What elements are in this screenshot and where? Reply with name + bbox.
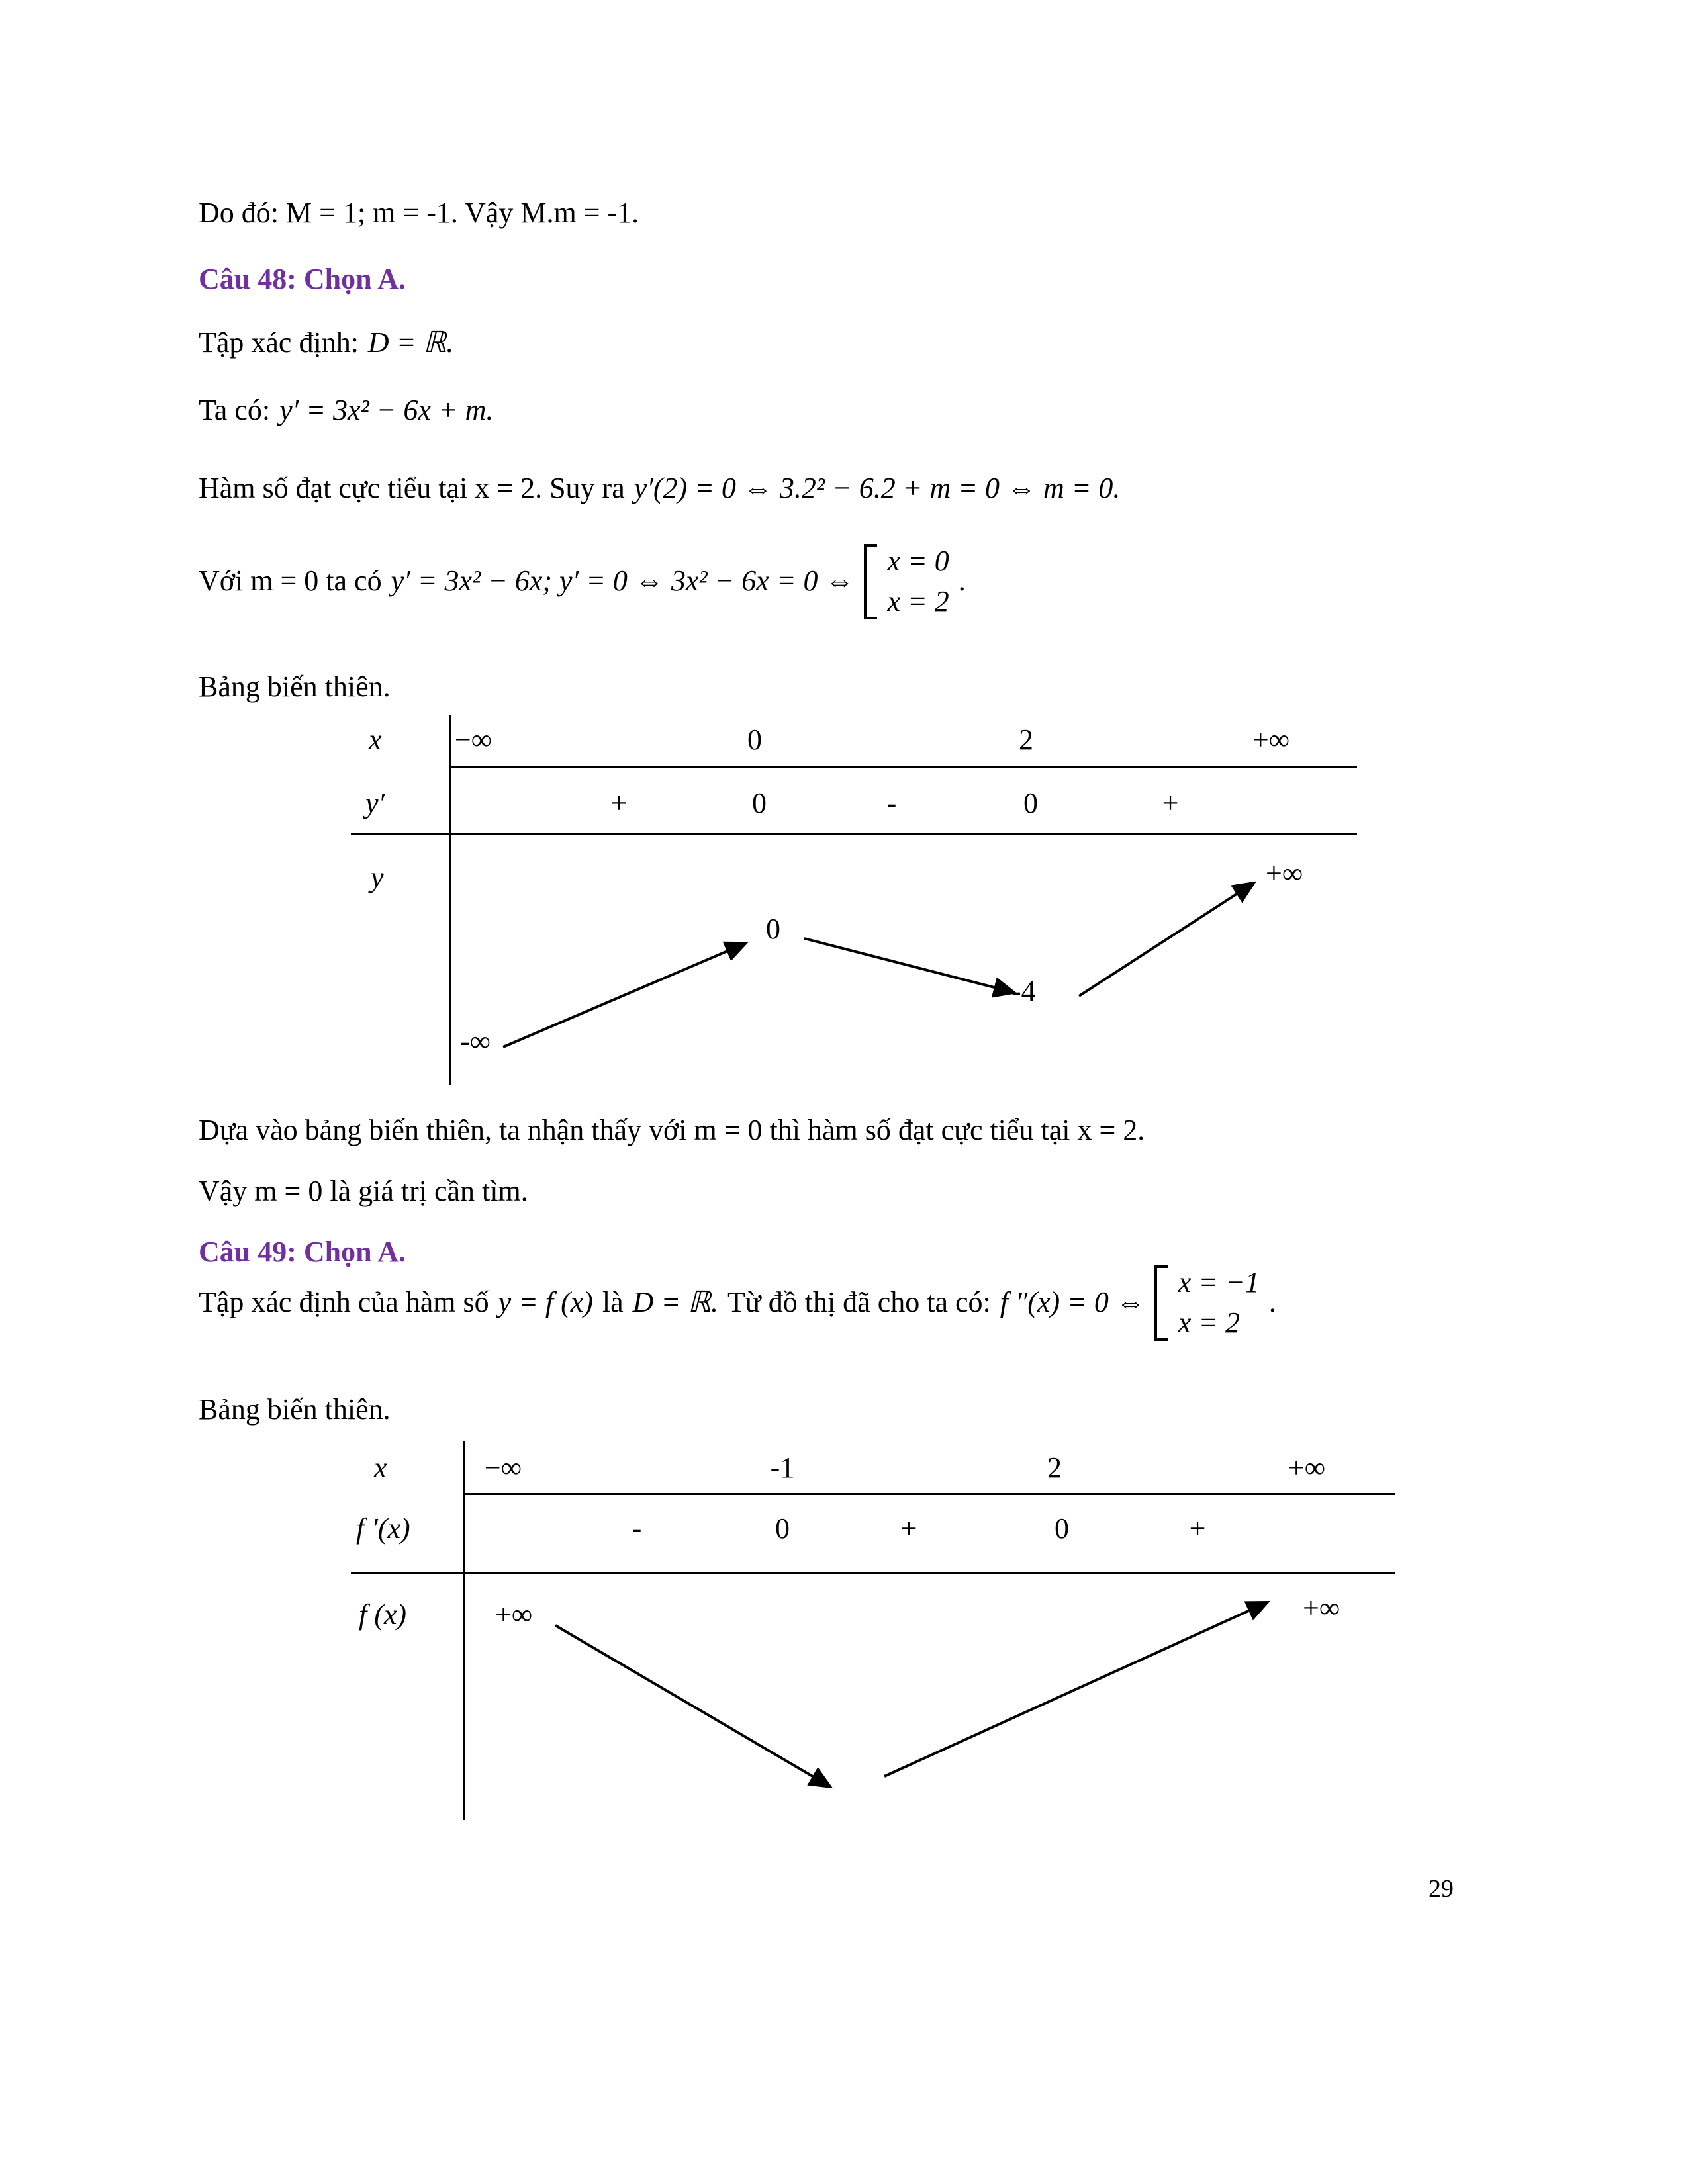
t48-yprime-sign: + — [1162, 787, 1179, 819]
solution-system-48 — [864, 544, 949, 619]
decrease-arrow — [804, 938, 1009, 991]
t49-arrows — [463, 1588, 1397, 1813]
system-line-2: x = 2 — [887, 584, 949, 617]
system-line-2: x = 2 — [1178, 1306, 1241, 1339]
t49-fprime-sign: + — [900, 1512, 917, 1545]
min-condition-text: Hàm số đạt cực tiểu tại x = 2. Suy ra — [199, 472, 625, 504]
t49-fprime-sign: - — [632, 1512, 642, 1545]
t49-fprime-sign: 0 — [775, 1512, 790, 1545]
decrease-arrow — [555, 1625, 826, 1784]
from-graph-text: Từ đồ thị đã cho ta có: — [727, 1286, 991, 1319]
paragraph-conclusion-48b: Vậy m = 0 là giá trị cần tìm. — [199, 1175, 528, 1207]
domain-label: Tập xác định: — [199, 326, 359, 359]
paragraph-result: Do đó: M = 1; m = -1. Vậy M.m = -1. — [199, 197, 639, 229]
t48-y-top-right: +∞ — [1266, 857, 1303, 889]
second-derivative-formula: f ″(x) = 0 ⇔ — [1000, 1286, 1145, 1319]
t49-f-top-right: +∞ — [1303, 1592, 1340, 1624]
t48-y-local-min: -4 — [1011, 975, 1036, 1007]
t49-fprime-sign: 0 — [1055, 1512, 1069, 1545]
bbt-label-48: Bảng biến thiên. — [199, 670, 391, 703]
derivative-formula: y′ = 3x² − 6x + m. — [279, 394, 494, 426]
t48-x-value: +∞ — [1252, 723, 1290, 756]
t49-x-value: 2 — [1047, 1451, 1062, 1484]
left-bracket-icon — [1154, 1265, 1168, 1341]
t48-yprime-sign: 0 — [1023, 787, 1038, 819]
t48-x-label: x — [369, 723, 382, 756]
heading-cau-48: Câu 48: Chọn A. — [199, 263, 406, 295]
taco-label: Ta có: — [199, 394, 271, 426]
system-lines — [888, 544, 949, 619]
heading-cau-49: Câu 49: Chọn A. — [199, 1236, 406, 1268]
t49-horizontal-rule-2 — [351, 1572, 1395, 1574]
t48-yprime-label: y′ — [365, 787, 385, 819]
min-condition-formula: y′(2) = 0 ⇔ 3.2² − 6.2 + m = 0 ⇔ m = 0. — [633, 472, 1121, 504]
t49-x-value: −∞ — [484, 1451, 522, 1484]
t48-y-bottom-left: -∞ — [460, 1025, 491, 1058]
domain-formula: D = ℝ. — [367, 326, 454, 359]
t48-yprime-sign: - — [886, 787, 897, 819]
t48-y-label: y — [371, 861, 384, 893]
function-formula: y = f (x) — [498, 1286, 593, 1319]
domain-49-formula: D = ℝ. — [632, 1286, 718, 1319]
sentence-period: . — [1268, 1286, 1276, 1319]
paragraph-domain-48 — [199, 326, 453, 361]
left-bracket-icon — [864, 544, 877, 619]
system-lines — [1178, 1265, 1260, 1341]
t48-x-value: 0 — [747, 723, 762, 756]
paragraph-conclusion-48a: Dựa vào bảng biến thiên, ta nhận thấy với m = 0 thì hàm số đạt cực tiểu tại x = 2. — [199, 1114, 1145, 1146]
t49-f-label: f (x) — [359, 1598, 407, 1631]
t49-horizontal-rule-1 — [463, 1493, 1395, 1495]
t48-yprime-sign: 0 — [752, 787, 767, 819]
system-line-1: x = 0 — [887, 545, 949, 577]
t49-f-top-left: +∞ — [495, 1598, 533, 1631]
page-number: 29 — [1429, 1875, 1454, 1903]
t49-x-label: x — [374, 1451, 387, 1484]
t48-horizontal-rule-1 — [449, 766, 1357, 768]
t48-arrows — [437, 847, 1364, 1099]
t49-fprime-label: f ′(x) — [356, 1512, 410, 1545]
domain-49-text: Tập xác định của hàm số — [199, 1286, 489, 1319]
t48-yprime-sign: + — [610, 787, 628, 819]
t49-x-value: -1 — [770, 1451, 795, 1484]
t48-x-value: −∞ — [454, 723, 492, 756]
t48-x-value: 2 — [1019, 723, 1033, 756]
t49-fprime-sign: + — [1189, 1512, 1206, 1545]
paragraph-domain-49 — [199, 1265, 1276, 1341]
m0-formula: y′ = 3x² − 6x; y′ = 0 ⇔ 3x² − 6x = 0 ⇔ — [391, 565, 855, 598]
bbt-label-49: Bảng biến thiên. — [199, 1393, 391, 1426]
increase-arrow — [503, 945, 741, 1047]
paragraph-m0-case-48 — [199, 544, 966, 619]
m0-text: Với m = 0 ta có — [199, 565, 382, 598]
sentence-period: . — [958, 565, 966, 598]
t48-horizontal-rule-2 — [351, 833, 1357, 835]
paragraph-derivative-48 — [199, 393, 493, 428]
system-line-1: x = −1 — [1178, 1266, 1260, 1298]
paragraph-min-condition-48 — [199, 471, 1120, 506]
solution-system-49 — [1154, 1265, 1260, 1341]
t49-x-value: +∞ — [1288, 1451, 1326, 1484]
increase-arrow — [884, 1604, 1263, 1776]
increase-arrow — [1079, 886, 1250, 996]
t48-y-local-max: 0 — [766, 913, 780, 945]
la-text: là — [602, 1286, 624, 1319]
